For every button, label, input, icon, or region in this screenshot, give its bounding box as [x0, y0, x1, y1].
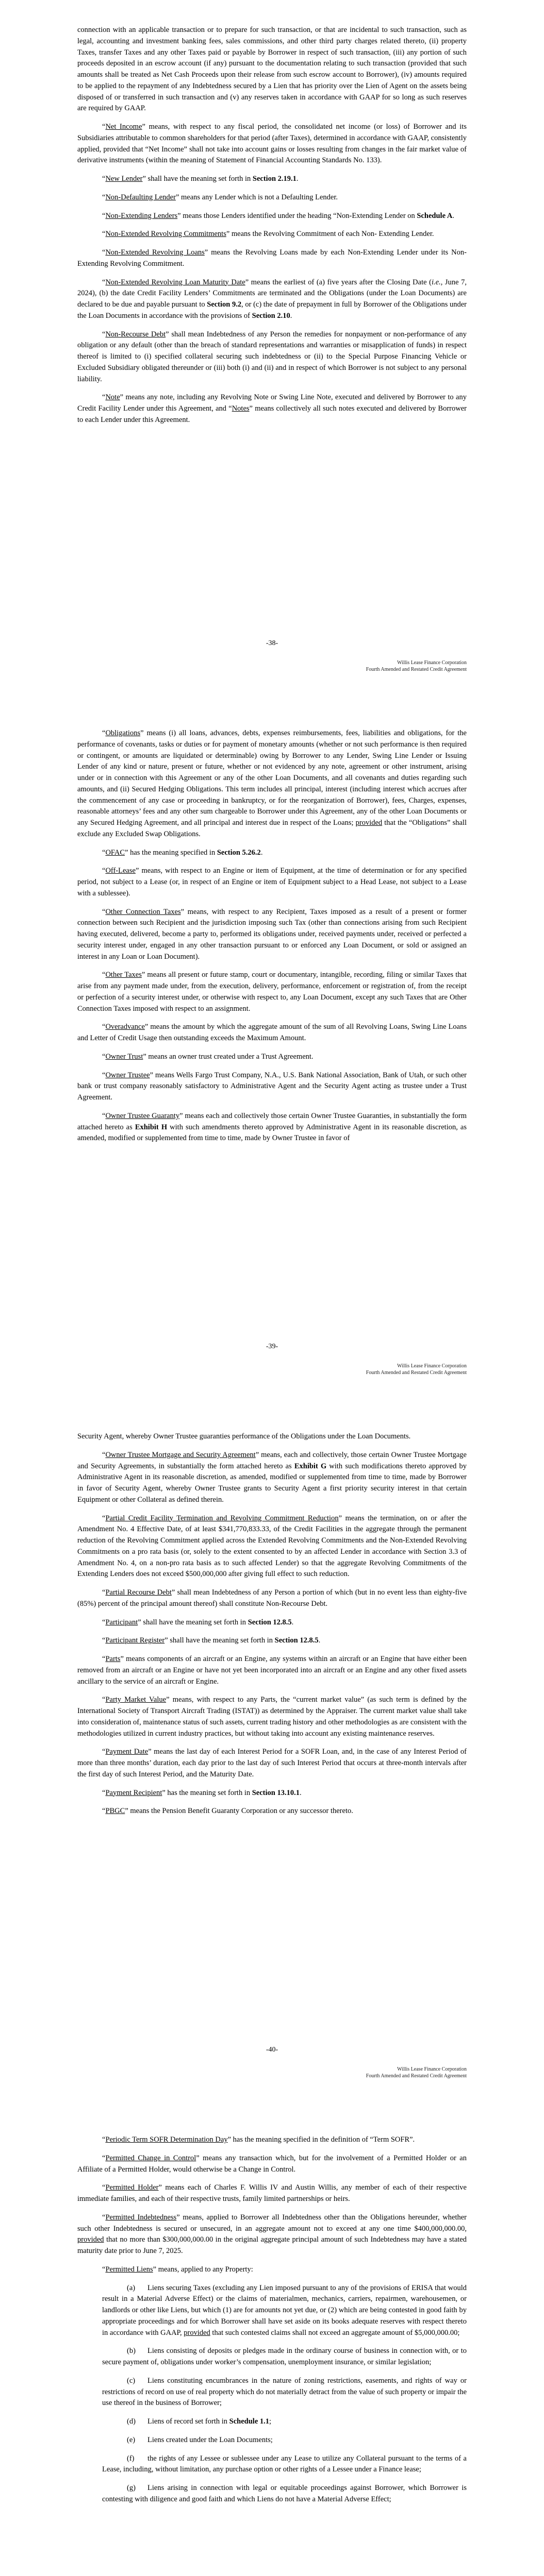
text-run: that such contested claims shall not exceed an aggregate amount of $5,000,000.00; [210, 2328, 460, 2337]
defined-term: Participant Register [105, 1636, 165, 1645]
italic-text: i.e. [431, 278, 441, 286]
text-run: ” means, each and collectively, those certain Owner Trustee Mortgage and Security Agreements, in substantially the form attached hereto as [77, 1450, 467, 1470]
text-run: ; [269, 2417, 272, 2426]
text-run: ” means, applied to Borrower all Indebtedness other than the Obligations hereunder, whether such other Indebtedness is secured or unsecured, in an aggregate amount not to exceed at any one time $400,000,000.00, [77, 2213, 467, 2233]
text-run: “ [102, 2183, 106, 2192]
paragraph [77, 122, 467, 166]
defined-term: Non-Extended Revolving Loans [105, 248, 205, 257]
defined-term: Owner Trustee [105, 1071, 150, 1079]
paragraph [77, 392, 467, 426]
text-run: “ [102, 330, 106, 338]
section-reference: Exhibit G [294, 1462, 327, 1470]
text-run: . [318, 1636, 321, 1645]
text-run: . [452, 211, 454, 220]
text-run: “ [102, 1450, 106, 1459]
text-run: Liens of record set forth in [147, 2417, 229, 2426]
defined-term: Other Connection Taxes [105, 907, 181, 916]
text-run: ” means each and collectively those certain Owner Trustee Guaranties, in substantially the form attached hereto as [77, 1111, 467, 1131]
defined-term: Non-Defaulting Lender [105, 193, 176, 201]
text-run: Security Agent, whereby Owner Trustee guaranties performance of the Obligations under the Loan Documents. [77, 1432, 411, 1440]
text-run: Liens arising in connection with legal or equitable proceedings against Borrower, which Borrower is contesting with diligence and good faith and which Liens do not have a Material Adverse Effect; [102, 2484, 467, 2503]
defined-term: Party Market Value [105, 1696, 167, 1704]
text-run: ” means the Pension Benefit Guaranty Corporation or any successor thereto. [125, 1807, 353, 1816]
text-run: ” means any note, including any Revolving Note or Swing Line Note, executed and delivered by Borrower to any Credit Facility Lender under this Agreement, and “ [77, 393, 467, 413]
text-run: ” means, with respect to any fiscal period, the consolidated net income (or loss) of Borrower and its Subsidiaries attributable to common shareholders for that period (after Taxes), determined in accordance with GAAP, consistently applied, provided that “Net Income” shall not take into account gains or losses resulting from changes in the fair market value of derivative instruments (within the meaning of Statement of Financial Accounting Standards No. 133). [77, 123, 467, 165]
text-run: “ [102, 278, 106, 286]
list-item [77, 2435, 467, 2446]
section-reference: Section 2.19.1 [252, 175, 296, 183]
text-run: “ [102, 729, 106, 737]
item-label: (d) [127, 2417, 136, 2426]
text-run: . [290, 311, 292, 320]
defined-term: Parts [105, 1655, 121, 1663]
text-run: “ [102, 1807, 106, 1816]
section-reference: Section 12.8.5 [248, 1618, 292, 1626]
text-run: “ [102, 211, 106, 220]
text-run: “ [102, 1618, 106, 1626]
list-item [77, 2416, 467, 2428]
text-run: ” means all present or future stamp, court or documentary, intangible, recording, filing or similar Taxes that arise from any payment made under, from the execution, delivery, performance, enforcement or registration of, from the receipt or perfection of a security interest under, or otherwise with respect to, any Loan Document, except any such Taxes that are Other Connection Taxes imposed with respect to an assignment. [77, 971, 467, 1013]
text-run: ” means each of Charles F. Willis IV and Austin Willis, any member of each of their respective immediate families, and each of their respective trusts, family limited partnerships or heirs. [77, 2183, 467, 2203]
defined-term: provided [355, 819, 383, 827]
paragraph [77, 329, 467, 385]
footer-company: Willis Lease Finance Corporation [397, 1363, 467, 1369]
footer-company: Willis Lease Finance Corporation [397, 660, 467, 666]
page-number: -39- [266, 1343, 278, 1350]
paragraph [77, 1431, 467, 1443]
defined-term: Notes [232, 404, 250, 413]
paragraph [77, 1513, 467, 1581]
section-reference: Schedule A [417, 211, 453, 220]
defined-term: Permitted Indebtedness [105, 2213, 177, 2222]
text-run: ” means the amount by which the aggregate amount of the sum of all Revolving Loans, Swing Line Loans and Letter of Credit Usage then outstanding exceeds the Maximum Amount. [77, 1023, 467, 1042]
section-reference: Section 13.10.1 [252, 1788, 300, 1797]
item-label: (e) [127, 2435, 136, 2444]
paragraph [77, 25, 467, 114]
defined-term: Owner Trustee Mortgage and Security Agreement [105, 1450, 256, 1459]
defined-term: Permitted Change in Control [105, 2154, 196, 2162]
defined-term: provided [77, 2235, 104, 2244]
paragraph [77, 1052, 467, 1063]
text-run: “ [102, 248, 106, 257]
text-run: ” means an owner trust created under a Trust Agreement. [143, 1052, 314, 1061]
paragraph [77, 728, 467, 840]
section-reference: Section 2.10 [252, 311, 290, 320]
document-page [0, 703, 544, 1406]
text-run: ” has the meaning specified in the definition of “Term SOFR”. [227, 2136, 415, 2144]
defined-term: Non-Extended Revolving Commitments [105, 230, 226, 239]
text-run: ” means the termination, on or after the Amendment No. 4 Effective Date, of at least $341,770,833.33, of the Credit Facilities in the aggregate through the permanent reduction of the Revolving Commitment applied across the Extended Revolving Commitments and the Non-Extended Revolving Commitments on a pro rata basis (or, solely to the extent consented to by an affected Lender in accordance with Section 3.3 of Amendment No. 4, on a non-pro rata basis as to such affected Lender) so that the aggregate Revolving Commitments of the Extending Lenders does not exceed $500,000,000 after giving full effect to such reduction. [77, 1514, 467, 1579]
text-run: ” shall have the meaning set forth in [164, 1636, 275, 1645]
defined-term: Periodic Term SOFR Determination Day [105, 2136, 228, 2144]
item-label: (c) [127, 2376, 136, 2385]
paragraph [77, 2134, 467, 2146]
paragraph [77, 277, 467, 322]
text-run: “ [102, 393, 106, 402]
list-item [77, 2376, 467, 2409]
text-run: “ [102, 971, 106, 979]
list-item [77, 2453, 467, 2476]
text-run: ” shall have the meaning set forth in [142, 175, 253, 183]
defined-term: Obligations [105, 729, 141, 737]
text-run: “ [102, 1655, 106, 1663]
paragraph [77, 1450, 467, 1506]
text-run: “ [102, 2265, 106, 2274]
defined-term: Other Taxes [105, 971, 142, 979]
page-footer [366, 2066, 467, 2079]
list-item [77, 2483, 467, 2505]
paragraph [77, 2153, 467, 2176]
document-page [0, 0, 544, 703]
paragraph [77, 848, 467, 859]
text-run: ” has the meaning set forth in [162, 1788, 252, 1797]
text-run: ” means, with respect to any Recipient, Taxes imposed as a result of a present or former connection between such Recipient and the jurisdiction imposing such Tax (other than connections arising from such Recipient having executed, delivered, become a party to, performed its obligations under, received payments under, received or perfected a security interest under, engaged in any other transaction pursuant to or enforced any Loan Document, or sold or assigned an interest in any Loan or Loan Document). [77, 907, 467, 961]
text-run: ” means the Revolving Loans made by each Non-Extending Lender under its Non-Extending Revolving Commitment. [77, 248, 467, 268]
defined-term: Participant [105, 1618, 138, 1626]
text-run: “ [102, 2154, 106, 2162]
text-run: ” shall have the meaning set forth in [138, 1618, 248, 1626]
text-run: “ [102, 1071, 106, 1079]
page-number: -38- [266, 639, 278, 647]
paragraph [77, 1111, 467, 1144]
text-run: with such amendments thereto approved by Administrative Agent in its reasonable discretion, as amended, modified or supplemented from time to time, made by Owner Trustee in favor of [77, 1123, 467, 1143]
defined-term: Off-Lease [105, 867, 136, 875]
defined-term: Non-Recourse Debt [105, 330, 166, 338]
text-run: Liens consisting of deposits or pledges made in the ordinary course of business in connection with, or to secure payment of, obligations under worker’s compensation, unemployment insurance, or similar legislation; [102, 2347, 467, 2366]
text-run: , or (c) the date of prepayment in full by Borrower of the Obligations under the Loan Documents in accordance with the provisions of [77, 300, 467, 320]
footer-agreement: Fourth Amended and Restated Credit Agreement [366, 2073, 467, 2079]
defined-term: OFAC [105, 848, 125, 857]
defined-term: Non-Extending Lenders [105, 211, 178, 220]
paragraph [77, 970, 467, 1014]
item-label: (g) [127, 2484, 136, 2492]
defined-term: Partial Recourse Debt [105, 1588, 172, 1597]
text-run: the rights of any Lessee or sublessee under any Lease to utilize any Collateral pursuant to the terms of a Lease, including, without limitation, any purchase option or other rights of a Lessee under a Finance lease; [102, 2454, 467, 2474]
defined-term: Overadvance [105, 1023, 145, 1031]
defined-term: Owner Trust [105, 1052, 143, 1061]
text-run: “ [102, 175, 106, 183]
paragraph [77, 1617, 467, 1629]
defined-term: Payment Date [105, 1748, 149, 1756]
paragraph [77, 247, 467, 270]
paragraph [77, 2264, 467, 2276]
footer-agreement: Fourth Amended and Restated Credit Agreement [366, 667, 467, 672]
text-run: Liens created under the Loan Documents; [147, 2435, 273, 2444]
page-footer [366, 1363, 467, 1376]
paragraph [77, 1587, 467, 1610]
paragraph [77, 866, 467, 899]
defined-term: Partial Credit Facility Termination and Revolving Commitment Reduction [105, 1514, 339, 1522]
text-run: . [296, 175, 299, 183]
paragraph [77, 1694, 467, 1739]
text-run: “ [102, 230, 106, 239]
paragraph [77, 907, 467, 963]
footer-agreement: Fourth Amended and Restated Credit Agreement [366, 1370, 467, 1376]
defined-term: Permitted Holder [105, 2183, 159, 2192]
text-run: ” means, with respect to an Engine or item of Equipment, at the time of determination or for any specified period, not subject to a Lease (or, in respect of an Engine or item of Equipment subject to a Head Lease, not subject to a Lease with a sublessee). [77, 867, 467, 897]
text-run: ” means any transaction which, but for the involvement of a Permitted Holder or an Affiliate of a Permitted Holder, would otherwise be a Change in Control. [77, 2154, 467, 2174]
text-run: ” means (i) all loans, advances, debts, expenses reimbursements, fees, liabilities and obligations, for the performance of covenants, tasks or duties or for payment of monetary amounts (whether or not such performance is then required or contingent, or amounts are liquidated or determinable) owing by Borrower to any Lender, Swing Line Lender or Issuing Lender of any kind or nature, present or future, whether or not evidenced by any note, agreement or other instrument, arising under or in connection with this Agreement or any of the other Loan Documents, and all covenants and duties regarding such amounts, and (ii) Secured Hedging Obligations. This term includes all principal, interest (including interest which accrues after the commencement of any case or proceeding in bankruptcy, or for the reorganization of Borrower), fees, Charges, expenses, reasonable attorneys’ fees and any other sum chargeable to Borrower under this Agreement, any of the other Loan Documents or any Secured Hedging Agreement, and all principal and interest due in respect of the Loans; [77, 729, 467, 827]
item-label: (a) [127, 2283, 136, 2292]
text-run: ” means, with respect to any Parts, the “current market value” (as such term is defined by the International Society of Transport Aircraft Trading (ISTAT)) as determined by the Appraiser. The current market value shall take into consideration of, maintenance status of such assets, current trading history and other methodologies as are consistent with the methodologies utilized in current industry practices, but without taking into account any existing maintenance reserves. [77, 1696, 467, 1738]
text-run: ” means those Lenders identified under the heading “Non-Extending Lender on [177, 211, 417, 220]
item-label: (f) [127, 2454, 135, 2463]
defined-term: provided [184, 2328, 210, 2337]
defined-term: Non-Extended Revolving Loan Maturity Date [105, 278, 245, 286]
text-run: “ [102, 1514, 106, 1522]
text-run: ” means the earliest of (a) five years after the Closing Date ( [245, 278, 432, 286]
text-run: with such modifications thereto approved by Administrative Agent in its reasonable discretion, as amended, modified or supplemented from time to time, made by Borrower in favor of Security Agent, whereby Owner Trustee grants to Security Agent a first priority security interest in that certain Equipment or other Collateral as defined therein. [77, 1462, 467, 1504]
text-run: “ [102, 1696, 106, 1704]
text-run: “ [102, 907, 106, 916]
paragraph [77, 2182, 467, 2205]
paragraph [77, 192, 467, 204]
text-run: . [299, 1788, 302, 1797]
paragraph [77, 1070, 467, 1104]
paragraph [77, 211, 467, 222]
text-run: ” means the last day of each Interest Period for a SOFR Loan, and, in the case of any Interest Period of more than three months’ duration, each day prior to the last day of such Interest Period that occurs at three-month intervals after the first day of such Interest Period, and the Maturity Date. [77, 1748, 467, 1778]
text-run: Liens constituting encumbrances in the nature of zoning restrictions, easements, and rights of way or restrictions of record on use of real property which do not materially detract from the value of such property or impair the use thereof in the business of Borrower; [102, 2376, 467, 2408]
text-run: ” means Wells Fargo Trust Company, N.A., U.S. Bank National Association, Bank of Utah, or such other bank or trust company reasonably satisfactory to Administrative Agent and the Security Agent acting as trustee under a Trust Agreement. [77, 1071, 467, 1101]
text-run: ” means components of an aircraft or an Engine, any systems within an aircraft or an Engine that have either been removed from an aircraft or an Engine or have not yet been incorporated into an aircraft or an Engine and any other fixed assets ancillary to the service of an aircraft or Engine. [77, 1655, 467, 1686]
defined-term: Net Income [105, 123, 142, 131]
document-page [0, 1406, 544, 2110]
paragraph [77, 2212, 467, 2257]
text-run: ” has the meaning specified in [125, 848, 217, 857]
defined-term: PBGC [105, 1807, 125, 1816]
page-footer [366, 659, 467, 673]
text-run: “ [102, 848, 106, 857]
text-run: that no more than $300,000,000.00 in the original aggregate principal amount of such Indebtedness may have a stated maturity date prior to June 7, 2025. [77, 2235, 467, 2255]
defined-term: Owner Trustee Guaranty [105, 1111, 180, 1120]
text-run: connection with an applicable transaction or to prepare for such transaction, or that are incidental to such transaction, such as legal, accounting and investment banking fees, sales commissions, and other third party charges related thereto, (ii) property Taxes, transfer Taxes and any other Taxes paid or payable by Borrower in respect of such transaction, (iii) any portion of such proceeds deposited in an escrow account (if any) pursuant to the documentation relating to such transaction (provided that such amounts shall be treated as Net Cash Proceeds upon their release from such escrow account to Borrower), (iv) amounts required to be applied to the repayment of any Indebtedness secured by a Lien that has priority over the Lien of Agent on the assets being disposed of or transferred in such transaction and (v) any reserves taken in accordance with GAAP for so long as such reserves are required by GAAP. [77, 26, 467, 113]
text-run: “ [102, 2136, 106, 2144]
paragraph [77, 1654, 467, 1687]
text-run: “ [102, 1111, 106, 1120]
section-reference: Section 12.8.5 [274, 1636, 319, 1645]
text-run: “ [102, 1023, 106, 1031]
text-run: “ [102, 867, 106, 875]
list-item [77, 2283, 467, 2339]
section-reference: Section 9.2 [207, 300, 242, 309]
paragraph [77, 229, 467, 240]
footer-company: Willis Lease Finance Corporation [397, 2066, 467, 2072]
paragraph [77, 1788, 467, 1799]
defined-term: New Lender [105, 175, 143, 183]
text-run: “ [102, 1788, 106, 1797]
paragraph [77, 1635, 467, 1647]
text-run: . [260, 848, 263, 857]
text-run: “ [102, 1052, 106, 1061]
text-run: “ [102, 123, 106, 131]
item-label: (b) [127, 2347, 136, 2355]
page-number: -40- [266, 2046, 278, 2054]
text-run: “ [102, 193, 106, 201]
text-run: . [291, 1618, 294, 1626]
list-item [77, 2346, 467, 2368]
text-run: “ [102, 1636, 106, 1645]
text-run: ” means collectively all such notes executed and delivered by Borrower to each Lender under this Agreement. [77, 404, 467, 424]
defined-term: Permitted Liens [105, 2265, 153, 2274]
text-run: ” means, applied to any Property: [153, 2265, 253, 2274]
defined-term: Note [105, 393, 120, 402]
text-run: “ [102, 1588, 106, 1597]
text-run: ” shall mean Indebtedness of any Person the remedies for nonpayment or non-performance of any obligation or any default (other than the breach of standard representations and warranties or misapplication of funds) in respect thereof is limited to (i) specified collateral securing such indebtedness or (ii) to the Special Purpose Financing Vehicle or Excluded Subsidiary obligated thereunder or (iii) both (i) and (ii) and in respect of which Borrower is not subject to any personal liability. [77, 330, 467, 383]
paragraph [77, 1747, 467, 1780]
document-page [0, 2110, 544, 2576]
text-run: ” means any Lender which is not a Defaulting Lender. [175, 193, 338, 201]
section-reference: Exhibit H [135, 1123, 168, 1131]
paragraph [77, 1806, 467, 1817]
text-run: , June 7, 2024), (b) the date Credit Facility Lenders’ Commitments are terminated and the Obligations (under the Loan Documents) are declared to be due and payable pursuant to [77, 278, 467, 309]
section-reference: Section 5.26.2 [217, 848, 261, 857]
text-run: ” means the Revolving Commitment of each Non- Extending Lender. [226, 230, 434, 239]
text-run: Liens securing Taxes (excluding any Lien imposed pursuant to any of the provisions of ERISA that would result in a Material Adverse Effect) or the claims of materialmen, mechanics, carriers, repairmen, warehousemen, or landlords or other like Liens, but which (1) are for amounts not yet due, or (2) which are being contested in good faith by appropriate proceedings and for which Borrower shall have set aside on its books adequate reserves with respect thereto in accordance with GAAP, [102, 2283, 467, 2337]
paragraph [77, 1022, 467, 1044]
section-reference: Schedule 1.1 [229, 2417, 269, 2426]
text-run: ” shall mean Indebtedness of any Person a portion of which (but in no event less than eighty-five (85%) percent of the principal amount thereof) shall constitute Non-Recourse Debt. [77, 1588, 467, 1608]
text-run: that the “Obligations” shall exclude any Excluded Swap Obligations. [77, 819, 467, 838]
paragraph [77, 174, 467, 185]
text-run: “ [102, 2213, 106, 2222]
text-run: “ [102, 1748, 106, 1756]
defined-term: Payment Recipient [105, 1788, 162, 1797]
